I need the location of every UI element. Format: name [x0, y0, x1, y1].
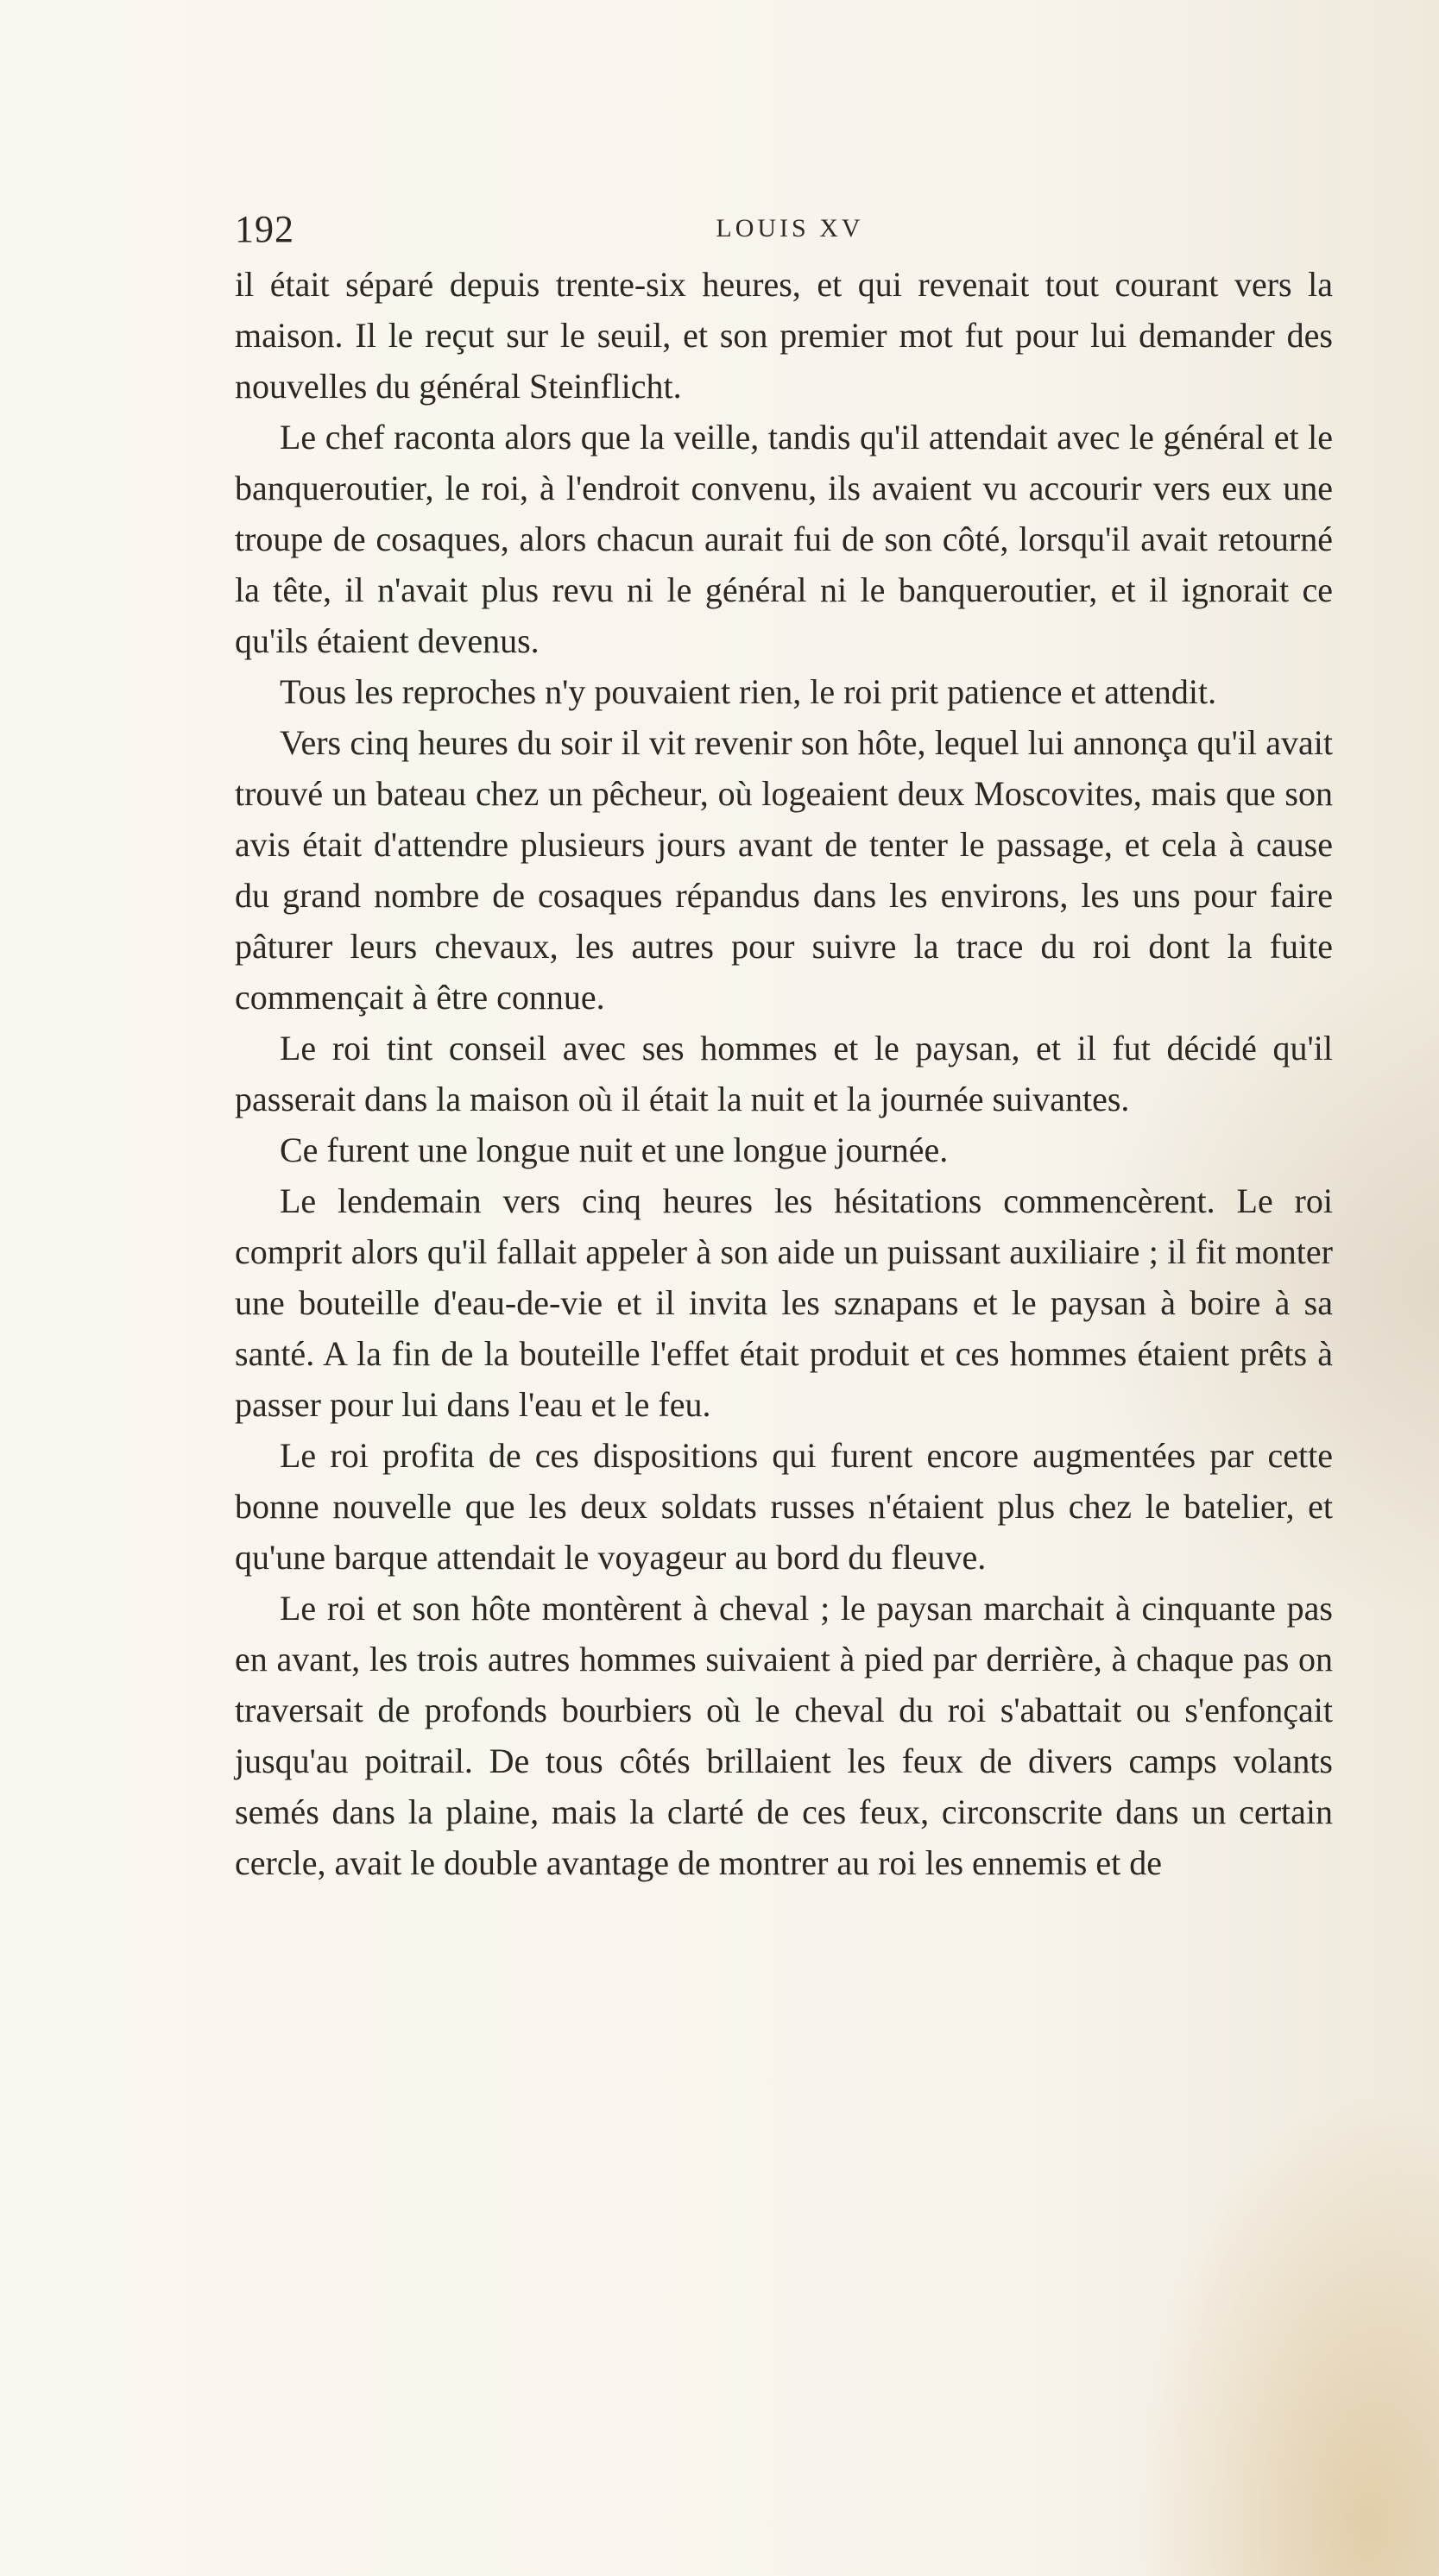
running-head [235, 207, 1345, 250]
paragraph: Vers cinq heures du soir il vit revenir son hôte, lequel lui annonça qu'il avait trouvé un bateau chez un pêcheur, où logeaient deux Moscovites, mais que son avis était d'attendre plusieurs jours avant de tenter le passage, et cela à cause du grand nombre de cosaques répandus dans les environs, les uns pour faire pâturer leurs chevaux, les autres pour suivre la trace du roi dont la fuite commençait à être connue. [235, 723, 1333, 1017]
paragraph: Le roi et son hôte montèrent à cheval ; le paysan marchait à cinquante pas en avant, les trois autres hommes suivaient à pied par derrière, à chaque pas on traversait de profonds bourbiers où le cheval du roi s'abattait ou s'enfonçait jusqu'au poitrail. De tous côtés brillaient les feux de divers camps volants semés dans la plaine, mais la clarté de ces feux, circonscrite dans un certain cercle, avait le double avantage de montrer au roi les ennemis et de [235, 1589, 1333, 1882]
running-title: LOUIS XV [716, 214, 864, 242]
paragraph: Ce furent une longue nuit et une longue journée. [280, 1131, 949, 1169]
paragraph: Le roi tint conseil avec ses hommes et le paysan, et il fut décidé qu'il passerait dans la maison où il était la nuit et la journée suivantes. [235, 1029, 1333, 1118]
paragraph: il était séparé depuis trente-six heures, et qui revenait tout courant vers la maison. Il le reçut sur le seuil, et son premier mot fut pour lui demander des nouvelles du général Steinflicht. [235, 265, 1333, 406]
paragraph: Le roi profita de ces dispositions qui furent encore augmentées par cette bonne nouvelle que les deux soldats russes n'étaient plus chez le batelier, et qu'une barque attendait le voyageur au bord du fleuve. [235, 1436, 1333, 1577]
paragraph: Le lendemain vers cinq heures les hésitations commencèrent. Le roi comprit alors qu'il fallait appeler à son aide un puissant auxiliaire ; il fit monter une bouteille d'eau-de-vie et il invita les sznapans et le paysan à boire à sa santé. A la fin de la bouteille l'effet était produit et ces hommes étaient prêts à passer pour lui dans l'eau et le feu. [235, 1181, 1333, 1424]
paragraph: Tous les reproches n'y pouvaient rien, le roi prit patience et attendit. [280, 672, 1217, 711]
body-text [235, 259, 1333, 1888]
paragraph: Le chef raconta alors que la veille, tandis qu'il attendait avec le général et le banqueroutier, le roi, à l'endroit convenu, ils avaient vu accourir vers eux une troupe de cosaques, alors chacun aurait fui de son côté, lorsqu'il avait retourné la tête, il n'avait plus revu ni le général ni le banqueroutier, et il ignorait ce qu'ils étaient devenus. [235, 418, 1333, 660]
page-number: 192 [235, 208, 294, 250]
